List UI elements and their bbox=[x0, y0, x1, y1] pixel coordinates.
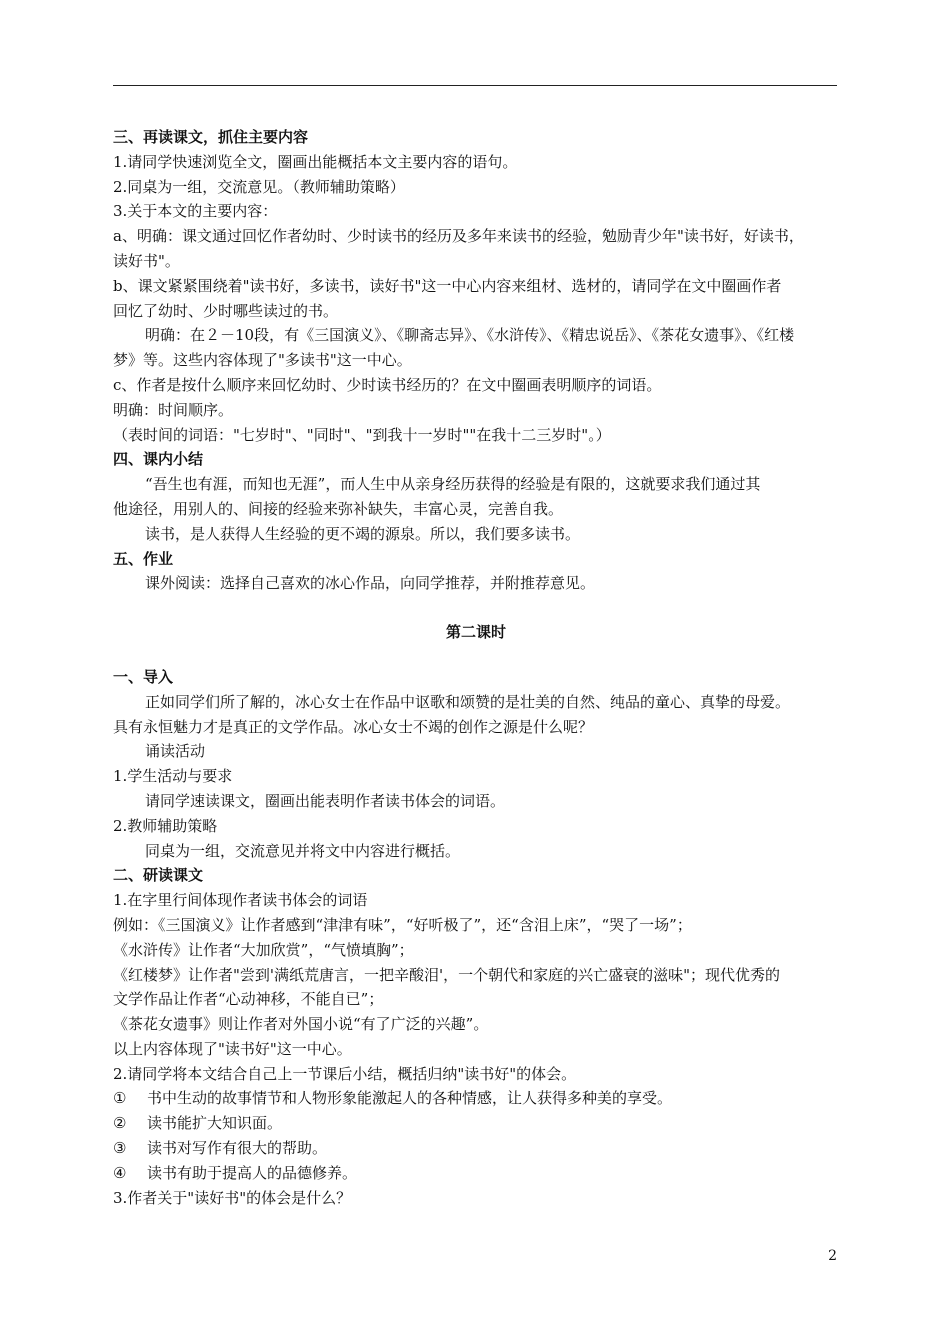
page-number: 2 bbox=[828, 1248, 837, 1264]
section-heading: 四、课内小结 bbox=[113, 450, 204, 469]
document-body bbox=[113, 125, 839, 1210]
section-heading: 五、作业 bbox=[113, 549, 174, 568]
paragraph: 读好书"。 bbox=[113, 251, 180, 270]
list-item-text: 读书能扩大知识面。 bbox=[147, 1114, 283, 1133]
paragraph: 1.在字里行间体现作者读书体会的词语 bbox=[113, 891, 368, 910]
section-heading: 二、研读课文 bbox=[113, 866, 204, 885]
paragraph: 正如同学们所了解的，冰心女士在作品中讴歌和颂赞的是壮美的自然、纯品的童心、真挚的母爱。 bbox=[145, 692, 791, 711]
paragraph: 《红楼梦》让作者"尝到'满纸荒唐言，一把辛酸泪'，一个朝代和家庭的兴亡盛衰的滋味"；现代优秀的 bbox=[113, 965, 781, 984]
list-item bbox=[113, 1111, 839, 1136]
paragraph: 明确：时间顺序。 bbox=[113, 400, 234, 419]
paragraph: 2.请同学将本文结合自己上一节课后小结，概括归纳"读书好"的体会。 bbox=[113, 1064, 577, 1083]
list-number: ① bbox=[113, 1089, 127, 1108]
lesson-title: 第二课时 bbox=[445, 623, 506, 642]
section-heading: 三、再读课文，抓住主要内容 bbox=[113, 128, 309, 146]
list-item bbox=[113, 1086, 839, 1111]
paragraph: 《茶花女遗事》则让作者对外国小说“有了广泛的兴趣”。 bbox=[113, 1015, 489, 1034]
paragraph: 诵读活动 bbox=[145, 742, 206, 761]
paragraph: 梦》等。这些内容体现了"多读书"这一中心。 bbox=[113, 351, 412, 370]
paragraph: 具有永恒魅力才是真正的文学作品。冰心女士不竭的创作之源是什么呢？ bbox=[113, 717, 594, 736]
list-item-text: 读书对写作有很大的帮助。 bbox=[147, 1139, 328, 1158]
paragraph: 他途径，用别人的、间接的经验来弥补缺失，丰富心灵，完善自我。 bbox=[113, 499, 564, 518]
list-item bbox=[113, 1161, 839, 1186]
paragraph: 课外阅读：选择自己喜欢的冰心作品，向同学推荐，并附推荐意见。 bbox=[145, 574, 596, 593]
list-item-text: 书中生动的故事情节和人物形象能激起人的各种情感，让人获得多种美的享受。 bbox=[147, 1089, 673, 1108]
paragraph: 《水浒传》让作者“大加欣赏”，“气愤填胸”； bbox=[113, 940, 414, 959]
paragraph: 例如：《三国演义》让作者感到“津津有味”，“好听极了”，还“含泪上床”，“哭了一场”； bbox=[113, 915, 692, 934]
paragraph: 1.学生活动与要求 bbox=[113, 767, 233, 786]
paragraph: 请同学速读课文，圈画出能表明作者读书体会的词语。 bbox=[145, 791, 506, 810]
paragraph: 文学作品让作者“心动神移，不能自已”； bbox=[113, 990, 384, 1009]
paragraph: 明确：在２－10段，有《三国演义》、《聊斋志异》、《水浒传》、《精忠说岳》、《茶花女遗事》、《红楼 bbox=[145, 326, 795, 345]
list-number: ③ bbox=[113, 1139, 127, 1158]
paragraph: 1.请同学快速浏览全文，圈画出能概括本文主要内容的语句。 bbox=[113, 152, 518, 171]
paragraph: a、明确：课文通过回忆作者幼时、少时读书的经历及多年来读书的经验，勉励青少年"读书好，好读书， bbox=[113, 227, 804, 246]
list-number: ④ bbox=[113, 1163, 127, 1182]
paragraph: 以上内容体现了"读书好"这一中心。 bbox=[113, 1039, 352, 1058]
paragraph: 2.同桌为一组，交流意见。（教师辅助策略） bbox=[113, 177, 405, 196]
paragraph: 3.关于本文的主要内容： bbox=[113, 202, 278, 221]
paragraph: 2.教师辅助策略 bbox=[113, 816, 218, 835]
list-number: ② bbox=[113, 1114, 127, 1133]
paragraph: （表时间的词语："七岁时"、"同时"、"到我十一岁时""在我十二三岁时"。） bbox=[113, 425, 611, 444]
paragraph: “吾生也有涯，而知也无涯”，而人生中从亲身经历获得的经验是有限的，这就要求我们通过其 bbox=[145, 475, 761, 494]
list-item bbox=[113, 1136, 839, 1161]
header-rule bbox=[113, 85, 837, 86]
paragraph: b、课文紧紧围绕着"读书好，多读书，读好书"这一中心内容来组材、选材的，请同学在文中圈画作者 bbox=[113, 276, 782, 295]
paragraph: 3.作者关于"读好书"的体会是什么？ bbox=[113, 1188, 352, 1207]
paragraph: 读书，是人获得人生经验的更不竭的源泉。所以，我们要多读书。 bbox=[145, 524, 581, 543]
paragraph: 同桌为一组，交流意见并将文中内容进行概括。 bbox=[145, 841, 461, 860]
paragraph: c、作者是按什么顺序来回忆幼时、少时读书经历的？在文中圈画表明顺序的词语。 bbox=[113, 375, 662, 394]
section-heading: 一、导入 bbox=[113, 667, 174, 686]
paragraph: 回忆了幼时、少时哪些读过的书。 bbox=[113, 301, 339, 320]
list-item-text: 读书有助于提高人的品德修养。 bbox=[147, 1163, 358, 1182]
